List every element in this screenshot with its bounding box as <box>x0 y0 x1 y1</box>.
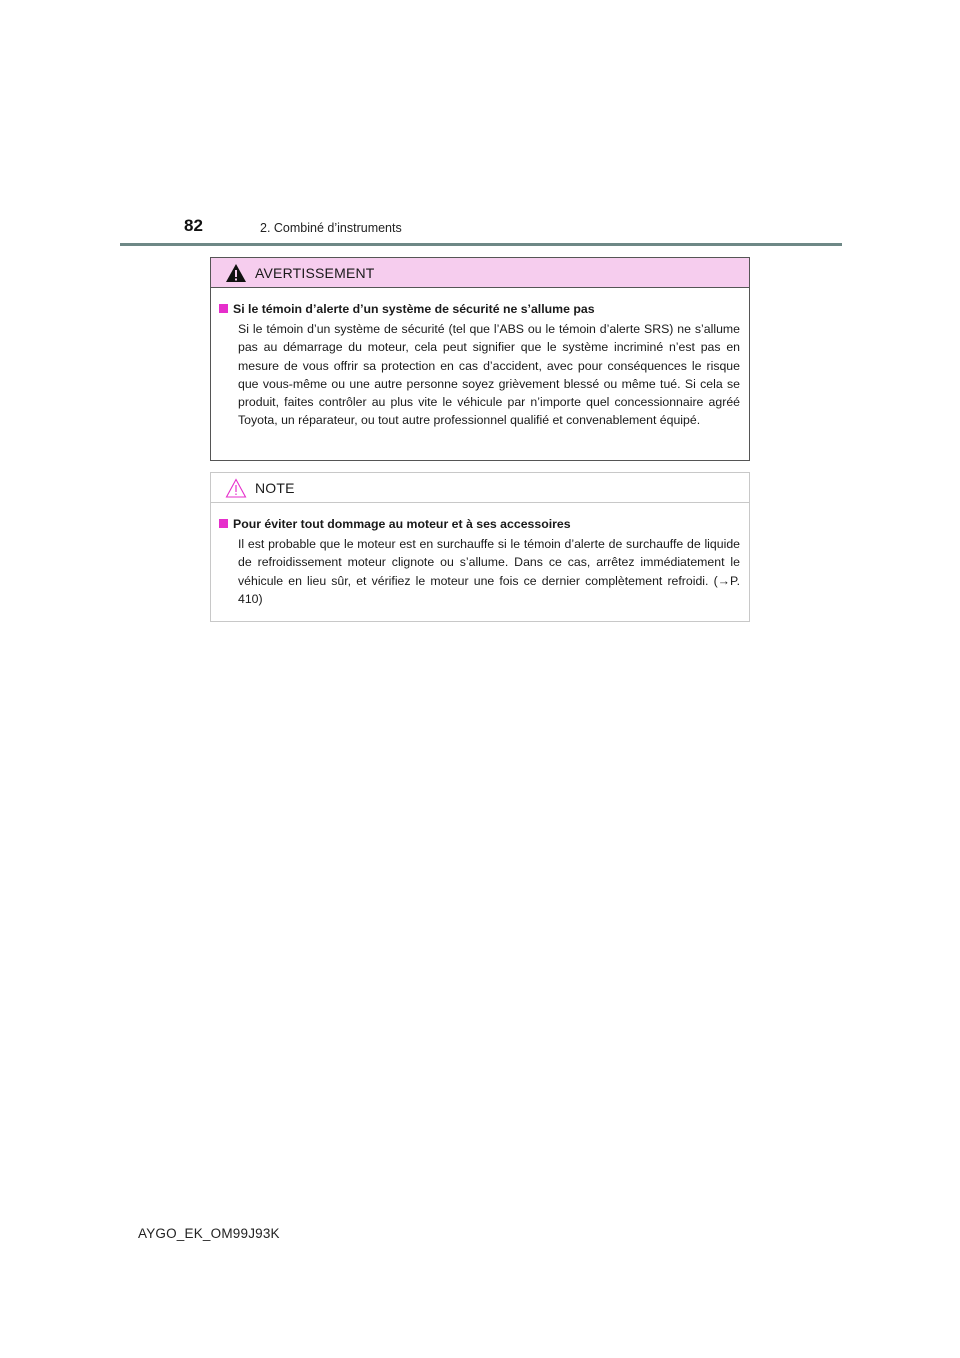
note-box <box>210 472 750 622</box>
note-label: NOTE <box>255 480 295 496</box>
square-bullet-icon <box>219 304 228 313</box>
warning-label: AVERTISSEMENT <box>255 265 375 281</box>
section-title: 2. Combiné d’instruments <box>260 221 402 235</box>
document-code: AYGO_EK_OM99J93K <box>138 1226 280 1241</box>
square-bullet-icon <box>219 519 228 528</box>
note-item-title: Pour éviter tout dommage au moteur et à ses accessoires <box>233 517 571 531</box>
caution-outline-triangle-icon <box>225 477 247 499</box>
warning-header <box>211 258 749 288</box>
warning-body <box>211 288 749 430</box>
note-body <box>211 503 749 608</box>
page-number: 82 <box>184 216 203 235</box>
note-item-title-row <box>219 515 740 533</box>
warning-item-text: Si le témoin d’un système de sécurité (tel que l’ABS ou le témoin d’alerte SRS) ne s’allume pas au démarrage du moteur, cela peut signifier que le système incriminé n’est pas en mesure de vous offrir sa protection en cas d’accident, avec pour conséquences le risque que vous-même ou une autre personne soyez grièvement blessé ou même tué. Si cela se produit, faites contrôler au plus vite le véhicule par n’importe quel concessionnaire agréé Toyota, un réparateur, ou tout autre professionnel qualifié et convenablement équipé. <box>238 322 740 428</box>
header-rule <box>120 243 842 246</box>
warning-item-title: Si le témoin d’alerte d’un système de sécurité ne s’allume pas <box>233 302 595 316</box>
warning-box <box>210 257 750 461</box>
warning-triangle-icon <box>225 262 247 284</box>
note-header <box>211 473 749 503</box>
note-item-text: Il est probable que le moteur est en surchauffe si le témoin d’alerte de surchauffe de liquide de refroidissement moteur clignote ou s’allume. Dans ce cas, arrêtez immédiatement le véhicule en lieu sûr, et vérifiez le moteur une fois ce dernier complètement refroidi. (→P. 410) <box>238 537 740 606</box>
warning-item-title-row <box>219 300 740 318</box>
